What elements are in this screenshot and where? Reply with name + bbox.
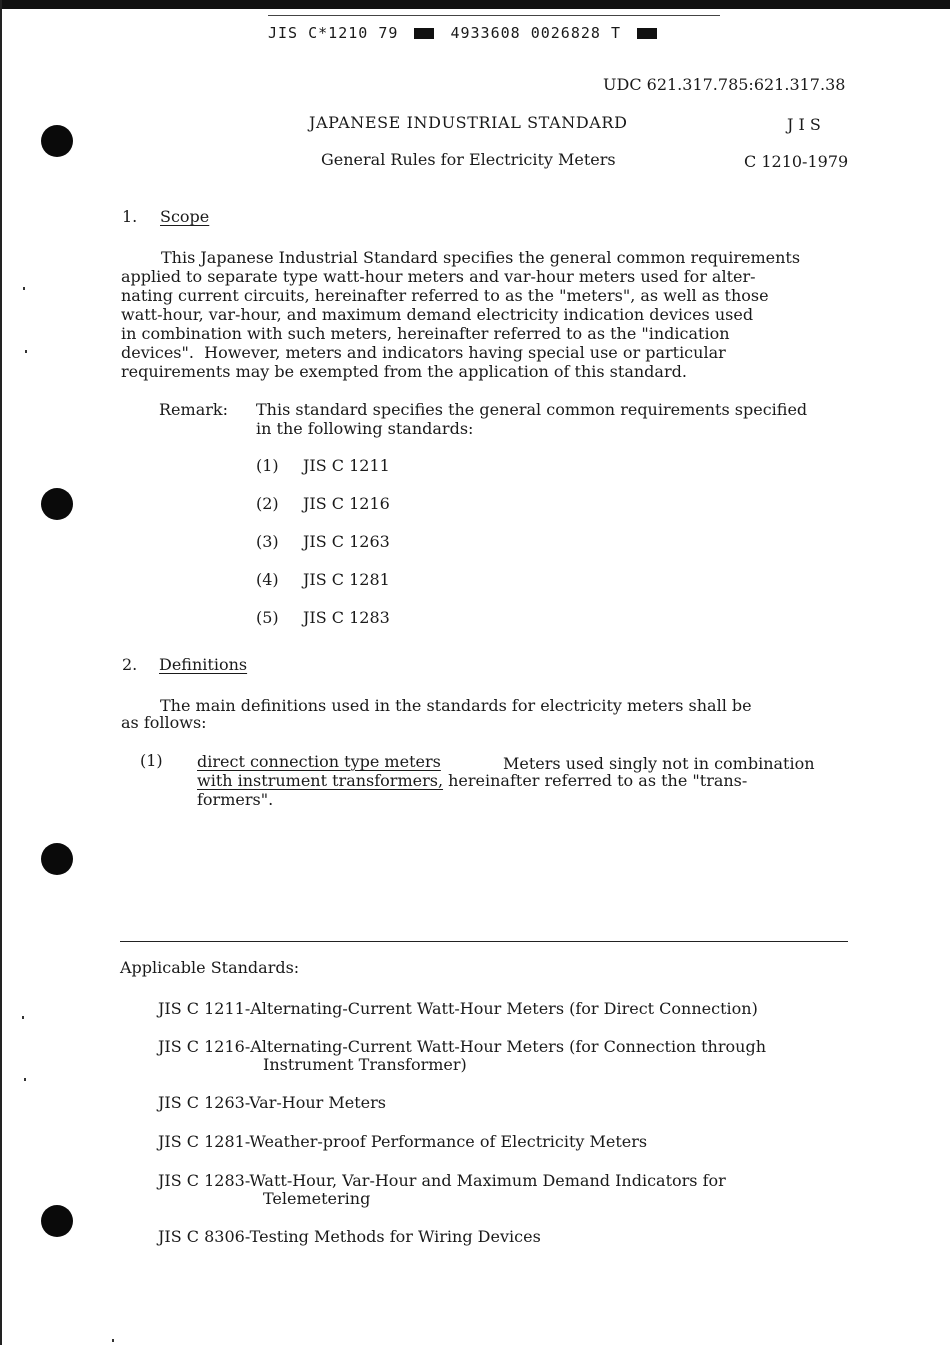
section-number: 1. xyxy=(122,207,138,226)
definition-item-number: (1) xyxy=(140,751,163,770)
applicable-standard-item: JIS C 1281-Weather-proof Performance of Electricity Meters xyxy=(158,1132,648,1151)
jis-mark: J I S xyxy=(787,115,821,134)
scan-top-edge xyxy=(0,0,950,9)
redaction-block xyxy=(414,28,434,39)
standard-list-item: JIS C 1263 xyxy=(303,532,390,551)
remark-label: Remark: xyxy=(159,400,228,419)
definition-text: Meters used singly not in combination xyxy=(503,754,815,773)
scan-code-left: JIS C*1210 79 xyxy=(268,24,399,42)
definition-term: direct connection type meters xyxy=(197,752,441,771)
definitions-intro-line: as follows: xyxy=(121,713,207,732)
scan-speck xyxy=(23,287,25,290)
standard-list-number: (1) xyxy=(256,456,279,475)
redaction-block xyxy=(637,28,657,39)
definition-text xyxy=(197,771,747,790)
standard-list-number: (4) xyxy=(256,570,279,589)
applicable-standard-item: JIS C 1263-Var-Hour Meters xyxy=(158,1093,386,1112)
applicable-standard-item-cont: Telemetering xyxy=(263,1189,371,1208)
punch-hole xyxy=(41,488,73,520)
standard-list-item: JIS C 1211 xyxy=(303,456,390,475)
standard-list-number: (3) xyxy=(256,532,279,551)
scan-speck xyxy=(24,1078,26,1081)
scan-speck xyxy=(25,350,27,353)
scope-line: devices". However, meters and indicators having special use or particular xyxy=(121,343,726,362)
applicable-standard-item: JIS C 1283-Watt-Hour, Var-Hour and Maximum Demand Indicators for xyxy=(158,1171,726,1190)
standard-number: C 1210-1979 xyxy=(744,152,849,171)
scope-line: This Japanese Industrial Standard specifies the general common requirements xyxy=(161,248,801,267)
section-heading-scope: Scope xyxy=(160,207,210,226)
applicable-standard-item: JIS C 1211-Alternating-Current Watt-Hour Meters (for Direct Connection) xyxy=(158,999,758,1018)
section-heading-definitions: Definitions xyxy=(159,655,248,674)
document-title: General Rules for Electricity Meters xyxy=(321,150,616,169)
definition-text-underlined: with instrument transformers, xyxy=(197,771,444,790)
standard-list-item: JIS C 1216 xyxy=(303,494,390,513)
udc-number: UDC 621.317.785:621.317.38 xyxy=(603,75,846,94)
punch-hole xyxy=(41,843,73,875)
definitions-intro-line: The main definitions used in the standards for electricity meters shall be xyxy=(160,696,752,715)
scope-line: nating current circuits, hereinafter referred to as the "meters", as well as those xyxy=(121,286,769,305)
remark-line: in the following standards: xyxy=(256,419,474,438)
footnote-divider xyxy=(120,941,848,942)
scope-line: requirements may be exempted from the application of this standard. xyxy=(121,362,687,381)
applicable-standard-item: JIS C 1216-Alternating-Current Watt-Hour Meters (for Connection through xyxy=(158,1037,766,1056)
punch-hole xyxy=(41,1205,73,1237)
scan-left-edge xyxy=(0,0,2,1345)
scope-line: applied to separate type watt-hour meters and var-hour meters used for alter- xyxy=(121,267,756,286)
section-number: 2. xyxy=(122,655,138,674)
scan-header-rule xyxy=(268,15,720,16)
standard-list-item: JIS C 1283 xyxy=(303,608,390,627)
applicable-standard-item-cont: Instrument Transformer) xyxy=(263,1055,467,1074)
applicable-standards-heading: Applicable Standards: xyxy=(120,958,300,977)
standard-list-number: (2) xyxy=(256,494,279,513)
scan-speck xyxy=(22,1016,24,1019)
applicable-standard-item: JIS C 8306-Testing Methods for Wiring Devices xyxy=(158,1227,541,1246)
standard-list-number: (5) xyxy=(256,608,279,627)
standard-list-item: JIS C 1281 xyxy=(303,570,390,589)
scan-code-middle: 4933608 0026828 T xyxy=(450,24,621,42)
punch-hole xyxy=(41,125,73,157)
definition-text-rest: hereinafter referred to as the "trans- xyxy=(443,771,748,790)
scope-line: watt-hour, var-hour, and maximum demand electricity indication devices used xyxy=(121,305,754,324)
scope-line: in combination with such meters, hereinafter referred to as the "indication xyxy=(121,324,730,343)
scan-header xyxy=(268,24,728,42)
organization-title: JAPANESE INDUSTRIAL STANDARD xyxy=(309,113,628,132)
definition-text: formers". xyxy=(197,790,274,809)
scan-speck xyxy=(112,1339,114,1342)
remark-line: This standard specifies the general common requirements specified xyxy=(256,400,808,419)
